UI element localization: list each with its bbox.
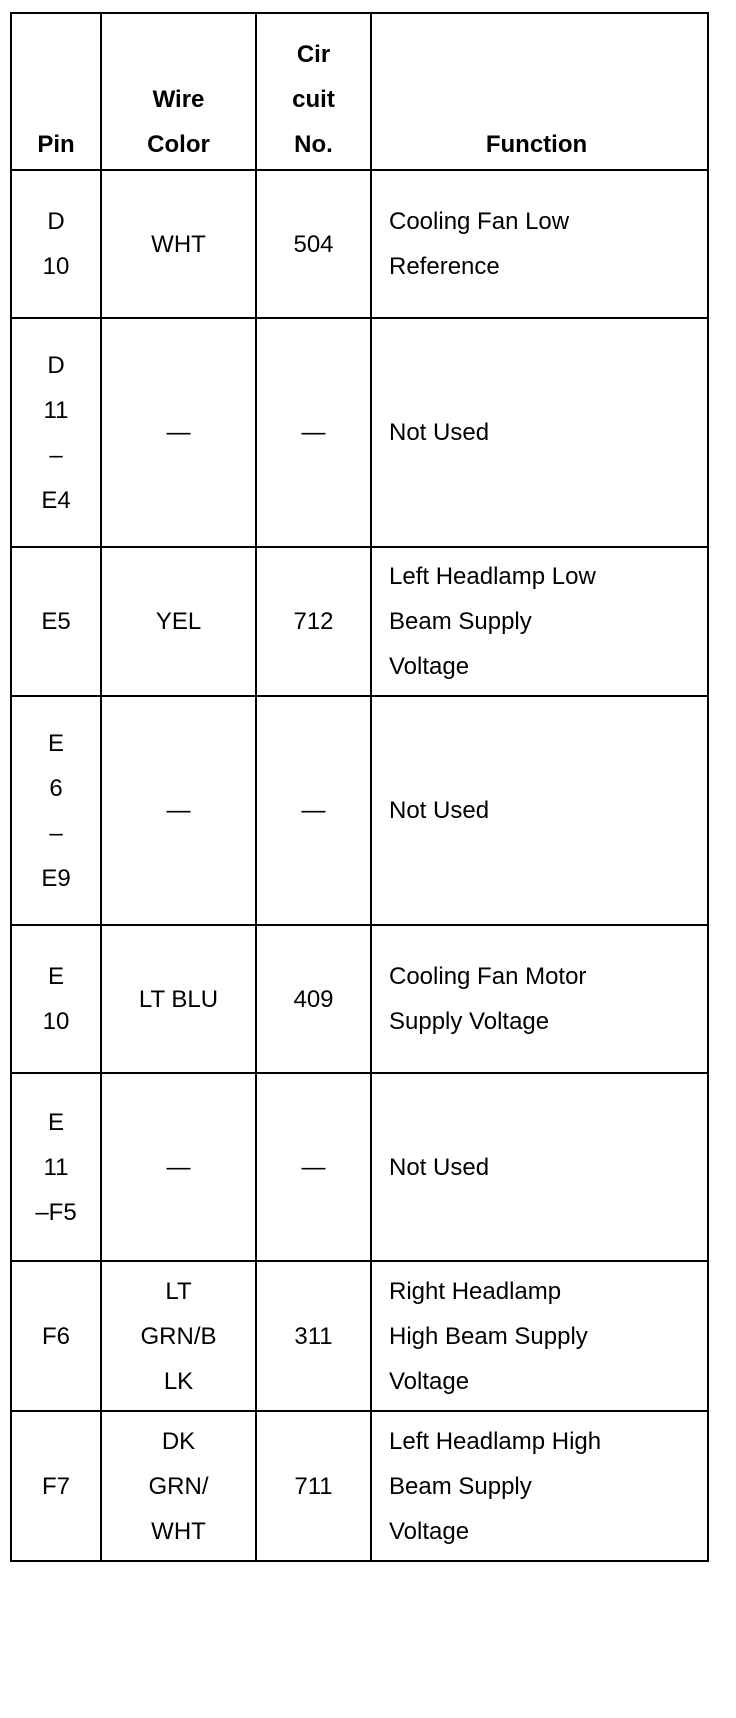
table-row	[11, 318, 708, 547]
table-row	[11, 925, 708, 1073]
cell-wire-color: —	[101, 1073, 256, 1261]
cell-function: Not Used	[371, 318, 708, 547]
cell-pin: D 10	[11, 170, 101, 318]
cell-circuit-no: 712	[256, 547, 371, 696]
cell-circuit-no: —	[256, 318, 371, 547]
table-row	[11, 547, 708, 696]
cell-circuit-no: 711	[256, 1411, 371, 1561]
cell-wire-color: —	[101, 696, 256, 925]
cell-pin: E 6 – E9	[11, 696, 101, 925]
cell-wire-color: LT BLU	[101, 925, 256, 1073]
cell-wire-color: WHT	[101, 170, 256, 318]
cell-wire-color: —	[101, 318, 256, 547]
cell-pin: E 10	[11, 925, 101, 1073]
table-row	[11, 170, 708, 318]
cell-pin: D 11 – E4	[11, 318, 101, 547]
header-function: Function	[371, 13, 708, 170]
cell-function: Not Used	[371, 696, 708, 925]
cell-function: Left Headlamp High Beam Supply Voltage	[371, 1411, 708, 1561]
table-row	[11, 696, 708, 925]
header-circuit-no: Cir cuit No.	[256, 13, 371, 170]
cell-pin: F7	[11, 1411, 101, 1561]
cell-pin: F6	[11, 1261, 101, 1411]
table-row	[11, 1411, 708, 1561]
cell-circuit-no: —	[256, 696, 371, 925]
cell-pin: E5	[11, 547, 101, 696]
table-row	[11, 1261, 708, 1411]
cell-circuit-no: —	[256, 1073, 371, 1261]
table-row	[11, 1073, 708, 1261]
cell-function: Left Headlamp Low Beam Supply Voltage	[371, 547, 708, 696]
cell-wire-color: YEL	[101, 547, 256, 696]
pin-function-table	[10, 12, 709, 1562]
cell-circuit-no: 311	[256, 1261, 371, 1411]
cell-function: Cooling Fan Motor Supply Voltage	[371, 925, 708, 1073]
cell-function: Not Used	[371, 1073, 708, 1261]
cell-wire-color: DK GRN/ WHT	[101, 1411, 256, 1561]
cell-wire-color: LT GRN/B LK	[101, 1261, 256, 1411]
cell-pin: E 11 –F5	[11, 1073, 101, 1261]
cell-circuit-no: 409	[256, 925, 371, 1073]
header-pin: Pin	[11, 13, 101, 170]
cell-circuit-no: 504	[256, 170, 371, 318]
header-wire-color: Wire Color	[101, 13, 256, 170]
cell-function: Right Headlamp High Beam Supply Voltage	[371, 1261, 708, 1411]
table-header-row	[11, 13, 708, 170]
cell-function: Cooling Fan Low Reference	[371, 170, 708, 318]
